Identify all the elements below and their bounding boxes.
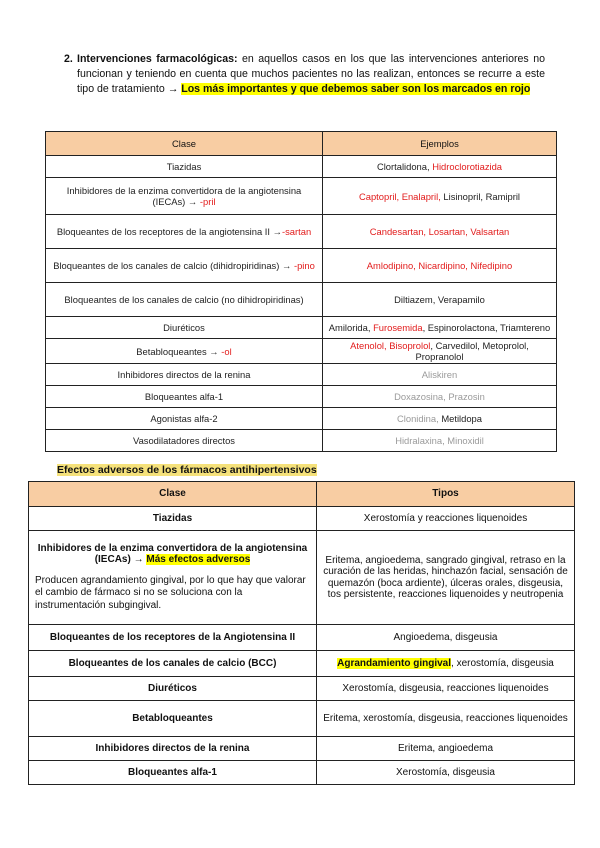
row-clase: Vasodilatadores directos — [133, 435, 235, 446]
intro-highlight: Los más importantes y que debemos saber son los marcados en rojo — [181, 83, 531, 95]
table-row — [46, 215, 557, 249]
row-ejemplo: Atenolol, Bisoprolol — [350, 340, 431, 351]
header-clase: Clase — [29, 482, 317, 507]
table-row — [46, 178, 557, 215]
row-ejemplo: Aliskiren — [421, 369, 458, 380]
row-tipos: Angioedema, disgeusia — [317, 625, 575, 651]
row-note: Producen agrandamiento gingival, por lo que hay que valorar el cambio de fármaco si no se soluciona con la instrumentación subgingival. — [35, 574, 306, 611]
row-tipos: Xerostomía, disgeusia — [317, 761, 575, 785]
row-clase: Bloqueantes de los canales de calcio (dihidropiridinas) → — [53, 260, 294, 271]
row-clase: Bloqueantes de los receptores de la Angiotensina II — [29, 625, 317, 651]
examples-table — [45, 131, 557, 452]
row-clase: Inhibidores directos de la renina — [29, 737, 317, 761]
table-row — [46, 364, 557, 386]
row-clase: Bloqueantes de los canales de calcio (no dihidropiridinas) — [64, 294, 304, 305]
row-ejemplo: Hidroclorotiazida — [432, 161, 503, 172]
row-ejemplo: Metildopa — [441, 413, 482, 424]
intro-paragraph — [64, 52, 545, 97]
row-ejemplo: Doxazosina, Prazosin — [394, 391, 485, 402]
table-row — [46, 156, 557, 178]
table-row — [46, 430, 557, 452]
row-suffix: -sartan — [281, 226, 312, 237]
row-ejemplo: Lisinopril, Ramipril — [443, 190, 520, 202]
row-clase: Inhibidores directos de la renina — [117, 369, 251, 380]
row-tipos: Eritema, angioedema — [317, 737, 575, 761]
row-clase: Inhibidores de la enzima convertidora de la angiotensina (IECAs) → — [66, 185, 302, 207]
row-clase: Bloqueantes de los receptores de la angiotensina II → — [56, 226, 282, 237]
table-row — [29, 677, 575, 701]
table-row — [29, 701, 575, 737]
row-tipos: Xerostomía, disgeusia, reacciones liquenoides — [317, 677, 575, 701]
row-ejemplo: Captopril, Enalapril, — [358, 190, 444, 202]
table-row — [29, 651, 575, 677]
row-clase: Inhibidores de la enzima convertidora de la angiotensina (IECAs) → — [37, 542, 308, 566]
table-row — [29, 531, 575, 625]
row-ejemplo: Clortalidona, — [376, 161, 433, 172]
row-clase: Bloqueantes alfa-1 — [144, 391, 224, 402]
table-header-row — [29, 482, 575, 507]
table-row — [46, 408, 557, 430]
intro-title: Intervenciones farmacológicas: — [77, 53, 238, 65]
row-clase: Tiazidas — [29, 507, 317, 531]
table-row — [29, 625, 575, 651]
table-row — [46, 317, 557, 339]
table-row — [29, 737, 575, 761]
header-ejemplos: Ejemplos — [323, 132, 557, 156]
table-row — [46, 386, 557, 408]
table-row — [46, 339, 557, 364]
row-ejemplo: , Carvedilol, Metoprolol, Propranolol — [415, 340, 529, 362]
header-tipos: Tipos — [317, 482, 575, 507]
table-row — [46, 249, 557, 283]
row-ejemplo: Amilorida, — [328, 322, 374, 333]
intro-text: en aquellos casos en los que las intervenciones anteriores no funcionan y teniendo en cuenta que muchos pacientes no las realizan, entonces se recurre a este tipo de tratamiento → — [77, 53, 545, 95]
table-row — [46, 283, 557, 317]
row-suffix: -pril — [199, 196, 216, 207]
adverse-effects-table — [28, 481, 575, 785]
row-clase: Betabloqueantes → — [136, 345, 222, 357]
row-highlight: Más efectos adversos — [146, 554, 251, 566]
row-suffix: -pino — [293, 260, 315, 271]
row-ejemplo: Candesartan, Losartan, Valsartan — [369, 226, 510, 237]
row-clase: Diuréticos — [29, 677, 317, 701]
row-tipos: Eritema, angioedema, sangrado gingival, retraso en la curación de las heridas, hinchazón facial, sensación de quemazón (boca ardiente), úlceras orales, disgeusia, tos persistente, reacciones liquenoides y neutropenia — [317, 531, 575, 625]
row-tipos: Xerostomía y reacciones liquenoides — [317, 507, 575, 531]
list-number: 2. — [64, 53, 73, 65]
row-ejemplo: Clonidina, — [397, 413, 442, 424]
row-suffix: -ol — [221, 345, 232, 357]
adverse-effects-title: Efectos adversos de los fármacos antihipertensivos — [57, 464, 317, 476]
row-ejemplo: Amlodipino, Nicardipino, Nifedipino — [366, 260, 513, 271]
row-clase: Agonistas alfa-2 — [150, 413, 218, 424]
row-highlight: Agrandamiento gingival — [337, 657, 452, 669]
row-ejemplo: Hidralaxina, Minoxidil — [395, 435, 484, 446]
row-ejemplo: Diltiazem, Verapamilo — [394, 294, 485, 305]
row-ejemplo: , Espinorolactona, Triamtereno — [422, 322, 551, 333]
row-tipos: Eritema, xerostomía, disgeusia, reacciones liquenoides — [317, 701, 575, 737]
row-ejemplo: Furosemida — [373, 322, 423, 333]
row-clase: Bloqueantes de los canales de calcio (BCC) — [29, 651, 317, 677]
row-tipos: , xerostomía, disgeusia — [451, 657, 554, 669]
table-header-row — [46, 132, 557, 156]
header-clase: Clase — [46, 132, 323, 156]
table-row — [29, 761, 575, 785]
row-clase: Tiazidas — [166, 161, 202, 172]
row-clase: Bloqueantes alfa-1 — [29, 761, 317, 785]
table-row — [29, 507, 575, 531]
row-clase: Betabloqueantes — [29, 701, 317, 737]
row-clase: Diuréticos — [163, 322, 205, 333]
